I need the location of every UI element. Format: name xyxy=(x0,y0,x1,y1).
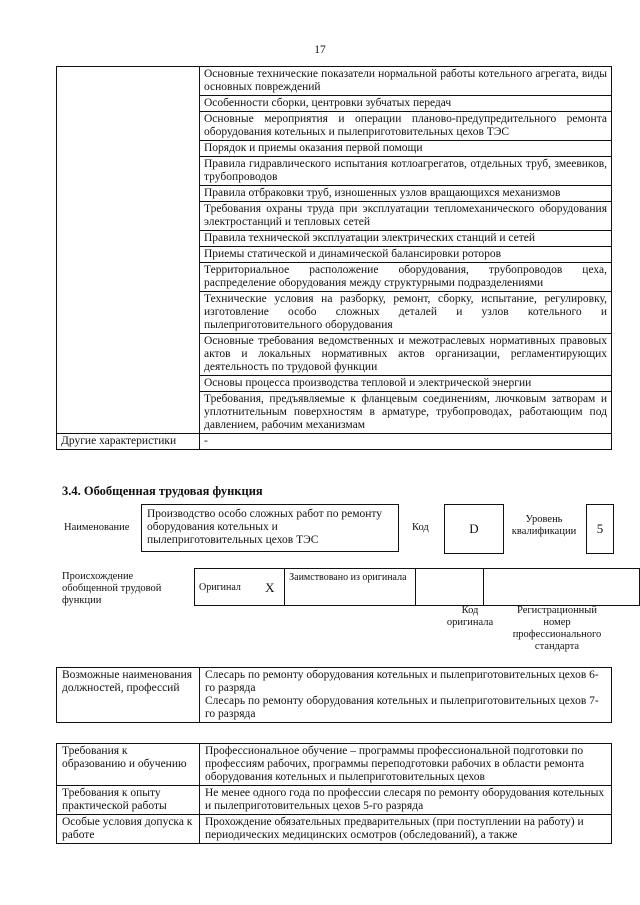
requirements-table xyxy=(56,743,612,844)
knowledge-item: Правила отбраковки труб, изношенных узлов вращающихся механизмов xyxy=(200,186,612,202)
other-characteristics-value: - xyxy=(200,434,612,450)
knowledge-table xyxy=(56,66,612,450)
experience-label: Требования к опыту практической работы xyxy=(57,786,200,815)
other-characteristics-label: Другие характеристики xyxy=(57,434,200,450)
table-row xyxy=(57,815,612,844)
original-mark: X xyxy=(256,569,285,606)
knowledge-item: Порядок и приемы оказания первой помощи xyxy=(200,141,612,157)
knowledge-item: Правила гидравлического испытания котлоагрегатов, отдельных труб, змеевиков, трубопроводов xyxy=(200,157,612,186)
table-row xyxy=(57,744,612,786)
code-label: Код xyxy=(412,522,429,533)
education-value: Профессиональное обучение – программы профессиональной подготовки по профессиям рабочих, программы переподготовки рабочих в области ремонта оборудования котельных и пылеприготовительных цехов xyxy=(200,744,612,786)
knowledge-item: Особенности сборки, центровки зубчатых передач xyxy=(200,96,612,112)
positions-label: Возможные наименования должностей, профессий xyxy=(57,668,200,723)
table-row xyxy=(57,786,612,815)
position-item: Слесарь по ремонту оборудования котельных и пылеприготовительных цехов 7-го разряда xyxy=(205,695,599,720)
knowledge-label-cell xyxy=(57,67,200,434)
education-label: Требования к образованию и обучению xyxy=(57,744,200,786)
level-value-box: 5 xyxy=(586,504,614,554)
registration-number-label: Регистрационный номер профессионального стандарта xyxy=(512,605,602,652)
original-label: Оригинал xyxy=(195,569,256,606)
knowledge-item: Технические условия на разборку, ремонт, сборку, испытание, регулировку, изготовление особо сложных деталей и узлов котельного и пылеприготовительного оборудования xyxy=(200,292,612,334)
knowledge-item: Основные технические показатели нормальной работы котельного агрегата, виды основных повреждений xyxy=(200,67,612,96)
table-row xyxy=(57,668,612,723)
original-code-label: Код оригинала xyxy=(446,605,494,628)
borrowed-label: Заимствовано из оригинала xyxy=(285,569,416,606)
origin-table xyxy=(194,568,640,606)
knowledge-item: Основы процесса производства тепловой и электрической энергии xyxy=(200,376,612,392)
knowledge-item: Приемы статической и динамической балансировки роторов xyxy=(200,247,612,263)
knowledge-item: Правила технической эксплуатации электрических станций и сетей xyxy=(200,231,612,247)
knowledge-item: Требования, предъявляемые к фланцевым соединениям, лючковым затворам и уплотнительным поверхностям в арматуре, трубопроводах, работающим под давлением, рабочим механизмам xyxy=(200,392,612,434)
knowledge-item: Требования охраны труда при эксплуатации тепломеханического оборудования электростанций и тепловых сетей xyxy=(200,202,612,231)
position-item: Слесарь по ремонту оборудования котельных и пылеприготовительных цехов 6-го разряда xyxy=(205,669,599,694)
code-value-box: D xyxy=(444,504,504,554)
table-row xyxy=(195,569,640,606)
registration-number-cell xyxy=(484,569,640,606)
positions-values xyxy=(200,668,612,723)
knowledge-item: Основные мероприятия и операции планово-предупредительного ремонта оборудования котельных и пылеприготовительных цехов ТЭС xyxy=(200,112,612,141)
section-title: 3.4. Обобщенная трудовая функция xyxy=(62,484,263,498)
knowledge-item: Территориальное расположение оборудования, трубопроводов цеха, распределение оборудования между структурными подразделениями xyxy=(200,263,612,292)
admission-value: Прохождение обязательных предварительных (при поступлении на работу) и периодических медицинских осмотров (обследований), а также xyxy=(200,815,612,844)
knowledge-item: Основные требования ведомственных и межотраслевых нормативных правовых актов и локальных нормативных актов организации, регламентирующих деятельность по трудовой функции xyxy=(200,334,612,376)
positions-table xyxy=(56,667,612,723)
table-row xyxy=(57,67,612,96)
name-label: Наименование xyxy=(64,522,130,533)
page-number: 17 xyxy=(314,44,326,56)
level-label: Уровень квалификации xyxy=(511,514,577,537)
table-row xyxy=(57,434,612,450)
experience-value: Не менее одного года по профессии слесаря по ремонту оборудования котельных и пылеприготовительных цехов 5-го разряда xyxy=(200,786,612,815)
function-name-box: Производство особо сложных работ по ремонту оборудования котельных и пылеприготовительных цехов ТЭС xyxy=(141,504,399,552)
original-code-cell xyxy=(415,569,483,606)
admission-label: Особые условия допуска к работе xyxy=(57,815,200,844)
origin-label: Происхождение обобщенной трудовой функции xyxy=(62,571,162,606)
